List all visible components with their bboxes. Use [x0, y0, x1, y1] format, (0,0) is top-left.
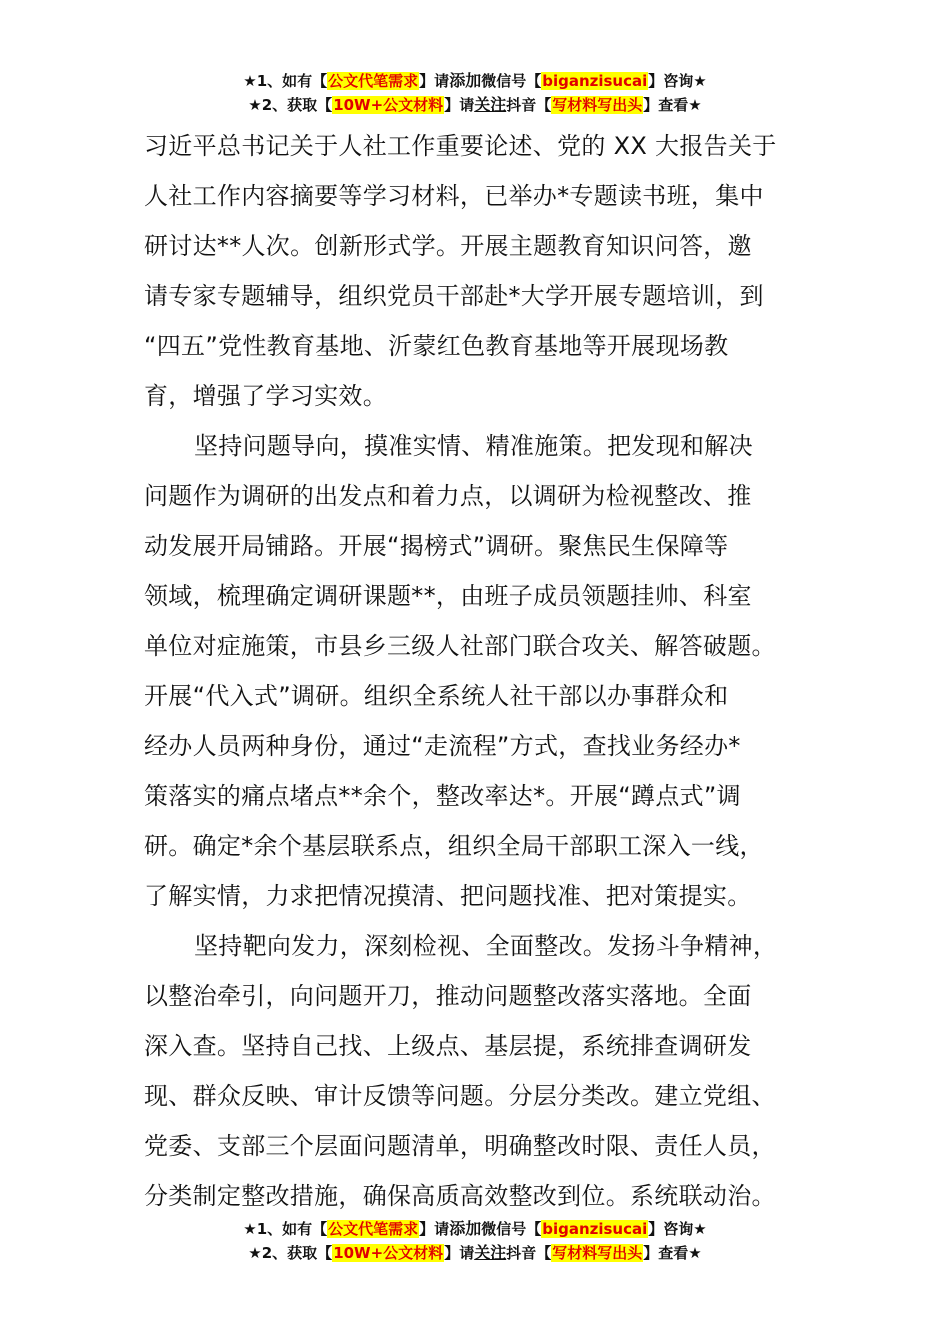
body-line: 策落实的痛点堵点**余个，整改率达*。开展“蹲点式”调	[144, 782, 741, 810]
body-line: 领域，梳理确定调研课题**，由班子成员领题挂帅、科室	[144, 582, 752, 610]
banner-line-2-highlight-1: 10W+公文材料	[333, 1244, 444, 1262]
banner-line-1-middle-a: 】请	[419, 72, 450, 90]
body-line: 育，增强了学习实效。	[144, 382, 387, 410]
banner-line-2-highlight-2: 写材料写出头	[552, 1244, 643, 1262]
banner-line-1-highlight-1: 公文代笔需求	[328, 1220, 419, 1238]
banner-line-1-prefix: ★1、如有【	[243, 1220, 328, 1238]
body-line: 现、群众反映、审计反馈等问题。分层分类改。建立党组、	[144, 1082, 776, 1110]
header-banner	[0, 69, 950, 117]
banner-line-2-middle-b: 关注	[474, 95, 507, 114]
banner-line-2	[0, 93, 950, 117]
body-line: 习近平总书记关于人社工作重要论述、党的 XX 大报告关于	[144, 132, 777, 160]
body-line: 问题作为调研的出发点和着力点，以调研为检视整改、推	[144, 482, 752, 510]
body-line: 研。确定*余个基层联系点，组织全局干部职工深入一线，	[144, 832, 764, 860]
banner-line-2-suffix: 】查看★	[643, 1244, 702, 1262]
banner-line-2-middle-a: 】请	[444, 96, 475, 114]
banner-line-1-prefix: ★1、如有【	[243, 72, 328, 90]
body-line: 研讨达**人次。创新形式学。开展主题教育知识问答，邀	[144, 232, 752, 260]
body-line: 分类制定整改措施，确保高质高效整改到位。系统联动治。	[144, 1182, 776, 1210]
banner-line-1-middle-b: 添加	[449, 1219, 482, 1238]
body-line: 经办人员两种身份，通过“走流程”方式，查找业务经办*	[144, 732, 741, 760]
banner-line-2-middle-c: 抖音【	[506, 96, 552, 114]
banner-line-1	[0, 1217, 950, 1241]
banner-line-2-prefix: ★2、获取【	[248, 96, 333, 114]
banner-line-1-highlight-1: 公文代笔需求	[328, 72, 419, 90]
body-line: 请专家专题辅导，组织党员干部赴*大学开展专题培训，到	[144, 282, 764, 310]
paragraph-start-line: 坚持问题导向，摸准实情、精准施策。把发现和解决	[194, 432, 753, 460]
banner-line-1-highlight-2: biganzisucai	[542, 72, 648, 90]
banner-line-2-suffix: 】查看★	[643, 96, 702, 114]
banner-line-2-middle-a: 】请	[444, 1244, 475, 1262]
banner-line-1-suffix: 】咨询★	[648, 72, 707, 90]
banner-line-2-middle-b: 关注	[474, 1243, 507, 1262]
body-line: 深入查。坚持自己找、上级点、基层提，系统排查调研发	[144, 1032, 752, 1060]
body-line: 以整治牵引，向问题开刀，推动问题整改落实落地。全面	[144, 982, 752, 1010]
body-line: 开展“代入式”调研。组织全系统人社干部以办事群众和	[144, 682, 729, 710]
banner-line-2	[0, 1241, 950, 1265]
banner-line-1-middle-b: 添加	[449, 71, 482, 90]
body-line: “四五”党性教育基地、沂蒙红色教育基地等开展现场教	[144, 332, 729, 360]
banner-line-1-middle-c: 微信号【	[481, 72, 542, 90]
banner-line-1-highlight-2: biganzisucai	[542, 1220, 648, 1238]
banner-line-1	[0, 69, 950, 93]
body-line: 了解实情，力求把情况摸清、把问题找准、把对策提实。	[144, 882, 752, 910]
banner-line-2-highlight-1: 10W+公文材料	[333, 96, 444, 114]
banner-line-2-middle-c: 抖音【	[506, 1244, 552, 1262]
banner-line-2-prefix: ★2、获取【	[248, 1244, 333, 1262]
banner-line-2-highlight-2: 写材料写出头	[552, 96, 643, 114]
banner-line-1-middle-a: 】请	[419, 1220, 450, 1238]
body-line: 单位对症施策，市县乡三级人社部门联合攻关、解答破题。	[144, 632, 776, 660]
footer-banner	[0, 1217, 950, 1265]
body-line: 党委、支部三个层面问题清单，明确整改时限、责任人员，	[144, 1132, 776, 1160]
document-body	[144, 121, 810, 1221]
body-line: 动发展开局铺路。开展“揭榜式”调研。聚焦民生保障等	[144, 532, 729, 560]
body-line: 人社工作内容摘要等学习材料，已举办*专题读书班，集中	[144, 182, 764, 210]
banner-line-1-suffix: 】咨询★	[648, 1220, 707, 1238]
banner-line-1-middle-c: 微信号【	[481, 1220, 542, 1238]
paragraph-start-line: 坚持靶向发力，深刻检视、全面整改。发扬斗争精神，	[194, 932, 778, 960]
